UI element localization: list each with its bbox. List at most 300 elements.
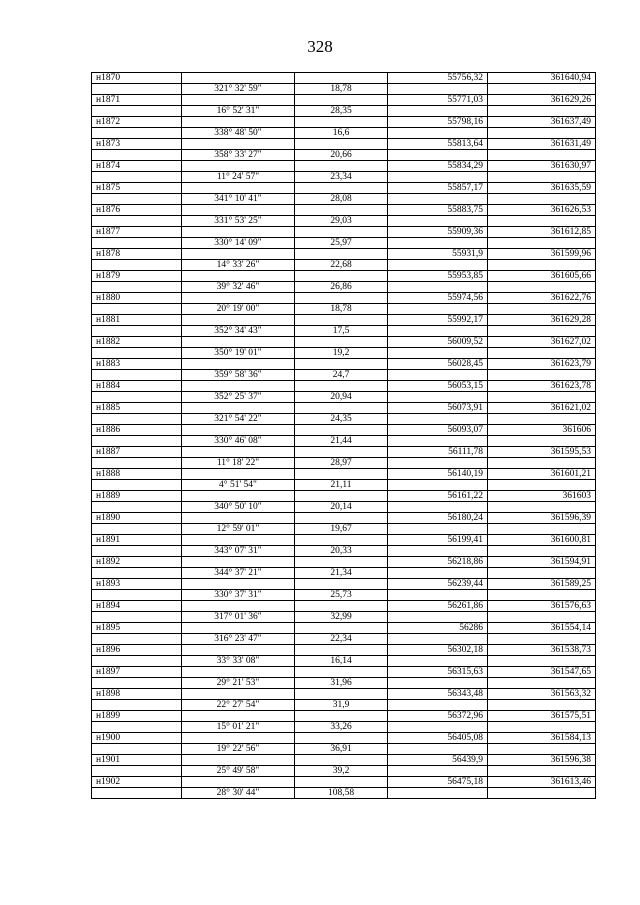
distance-cell-empty bbox=[295, 117, 388, 128]
point-name: н1889 bbox=[92, 491, 182, 502]
point-name-empty bbox=[92, 150, 182, 161]
coordinate-y-empty bbox=[488, 458, 596, 469]
segment-length: 39,2 bbox=[295, 766, 388, 777]
point-name-empty bbox=[92, 546, 182, 557]
table-row bbox=[92, 645, 596, 656]
coordinate-x: 55931,9 bbox=[388, 249, 488, 260]
coordinate-x-empty bbox=[388, 634, 488, 645]
angle-cell-empty bbox=[182, 183, 295, 194]
table-row bbox=[92, 777, 596, 788]
table-row bbox=[92, 337, 596, 348]
table-row bbox=[92, 557, 596, 568]
point-name-empty bbox=[92, 590, 182, 601]
coordinate-x-empty bbox=[388, 524, 488, 535]
table-row bbox=[92, 436, 596, 447]
direction-angle: 22° 27' 54" bbox=[182, 700, 295, 711]
angle-cell-empty bbox=[182, 249, 295, 260]
coordinate-y: 361584,13 bbox=[488, 733, 596, 744]
angle-cell-empty bbox=[182, 403, 295, 414]
coordinate-y-empty bbox=[488, 238, 596, 249]
coordinate-x-empty bbox=[388, 436, 488, 447]
coordinate-y-empty bbox=[488, 744, 596, 755]
coordinate-y: 361613,46 bbox=[488, 777, 596, 788]
direction-angle: 317° 01' 36" bbox=[182, 612, 295, 623]
table-row bbox=[92, 392, 596, 403]
coordinate-x-empty bbox=[388, 172, 488, 183]
segment-length: 22,68 bbox=[295, 260, 388, 271]
table-row bbox=[92, 579, 596, 590]
point-name-empty bbox=[92, 436, 182, 447]
coordinate-y-empty bbox=[488, 84, 596, 95]
angle-cell-empty bbox=[182, 117, 295, 128]
coordinate-y: 361629,28 bbox=[488, 315, 596, 326]
angle-cell-empty bbox=[182, 205, 295, 216]
distance-cell-empty bbox=[295, 777, 388, 788]
coordinate-x: 55834,29 bbox=[388, 161, 488, 172]
table-row bbox=[92, 546, 596, 557]
point-name-empty bbox=[92, 348, 182, 359]
coordinate-y: 361603 bbox=[488, 491, 596, 502]
angle-cell-empty bbox=[182, 601, 295, 612]
distance-cell-empty bbox=[295, 623, 388, 634]
coordinate-y-empty bbox=[488, 436, 596, 447]
point-name: н1882 bbox=[92, 337, 182, 348]
coordinate-x-empty bbox=[388, 766, 488, 777]
table-row bbox=[92, 568, 596, 579]
coordinate-y-empty bbox=[488, 216, 596, 227]
point-name: н1899 bbox=[92, 711, 182, 722]
segment-length: 22,34 bbox=[295, 634, 388, 645]
direction-angle: 15° 01' 21" bbox=[182, 722, 295, 733]
coordinate-x: 56239,44 bbox=[388, 579, 488, 590]
coordinate-y-empty bbox=[488, 678, 596, 689]
distance-cell-empty bbox=[295, 381, 388, 392]
distance-cell-empty bbox=[295, 425, 388, 436]
table-row bbox=[92, 172, 596, 183]
segment-length: 20,94 bbox=[295, 392, 388, 403]
segment-length: 21,34 bbox=[295, 568, 388, 579]
coordinate-y: 361554,14 bbox=[488, 623, 596, 634]
coordinate-y: 361596,38 bbox=[488, 755, 596, 766]
point-name: н1898 bbox=[92, 689, 182, 700]
segment-length: 16,14 bbox=[295, 656, 388, 667]
point-name-empty bbox=[92, 458, 182, 469]
angle-cell-empty bbox=[182, 733, 295, 744]
point-name-empty bbox=[92, 238, 182, 249]
distance-cell-empty bbox=[295, 491, 388, 502]
table-row bbox=[92, 227, 596, 238]
direction-angle: 358° 33' 27" bbox=[182, 150, 295, 161]
coordinate-x: 55813,64 bbox=[388, 139, 488, 150]
angle-cell-empty bbox=[182, 293, 295, 304]
table-row bbox=[92, 634, 596, 645]
angle-cell-empty bbox=[182, 755, 295, 766]
coordinate-x: 56372,96 bbox=[388, 711, 488, 722]
segment-length: 31,96 bbox=[295, 678, 388, 689]
point-name: н1892 bbox=[92, 557, 182, 568]
coordinate-y-empty bbox=[488, 568, 596, 579]
coordinate-y-empty bbox=[488, 106, 596, 117]
distance-cell-empty bbox=[295, 139, 388, 150]
distance-cell-empty bbox=[295, 447, 388, 458]
coordinate-x-empty bbox=[388, 128, 488, 139]
table-row bbox=[92, 238, 596, 249]
segment-length: 32,99 bbox=[295, 612, 388, 623]
coordinate-y-empty bbox=[488, 788, 596, 799]
coordinate-y: 361612,85 bbox=[488, 227, 596, 238]
direction-angle: 29° 21' 53" bbox=[182, 678, 295, 689]
coordinate-x: 56261,86 bbox=[388, 601, 488, 612]
coordinate-x: 56302,18 bbox=[388, 645, 488, 656]
coordinate-x: 56218,86 bbox=[388, 557, 488, 568]
coordinate-y-empty bbox=[488, 326, 596, 337]
coordinate-x-empty bbox=[388, 282, 488, 293]
point-name: н1888 bbox=[92, 469, 182, 480]
point-name-empty bbox=[92, 370, 182, 381]
distance-cell-empty bbox=[295, 601, 388, 612]
table-row bbox=[92, 491, 596, 502]
point-name-empty bbox=[92, 216, 182, 227]
coordinate-x: 56053,15 bbox=[388, 381, 488, 392]
table-row bbox=[92, 84, 596, 95]
point-name-empty bbox=[92, 260, 182, 271]
table-row bbox=[92, 260, 596, 271]
segment-length: 28,97 bbox=[295, 458, 388, 469]
angle-cell-empty bbox=[182, 711, 295, 722]
table-row bbox=[92, 601, 596, 612]
coordinate-y: 361538,73 bbox=[488, 645, 596, 656]
table-row bbox=[92, 381, 596, 392]
direction-angle: 16° 52' 31" bbox=[182, 106, 295, 117]
coordinate-x: 56405,08 bbox=[388, 733, 488, 744]
table-row bbox=[92, 766, 596, 777]
segment-length: 28,35 bbox=[295, 106, 388, 117]
coordinate-x-empty bbox=[388, 502, 488, 513]
table-row bbox=[92, 788, 596, 799]
direction-angle: 343° 07' 31" bbox=[182, 546, 295, 557]
segment-length: 28,08 bbox=[295, 194, 388, 205]
table-row bbox=[92, 139, 596, 150]
point-name: н1890 bbox=[92, 513, 182, 524]
point-name: н1887 bbox=[92, 447, 182, 458]
table-row bbox=[92, 249, 596, 260]
segment-length: 18,78 bbox=[295, 304, 388, 315]
point-name: н1894 bbox=[92, 601, 182, 612]
distance-cell-empty bbox=[295, 315, 388, 326]
coordinate-y: 361605,66 bbox=[488, 271, 596, 282]
table-row bbox=[92, 425, 596, 436]
coordinate-y-empty bbox=[488, 722, 596, 733]
table-row bbox=[92, 183, 596, 194]
table-row bbox=[92, 667, 596, 678]
coordinate-y: 361631,49 bbox=[488, 139, 596, 150]
coordinate-y: 361629,26 bbox=[488, 95, 596, 106]
distance-cell-empty bbox=[295, 95, 388, 106]
coordinate-y-empty bbox=[488, 656, 596, 667]
table-row bbox=[92, 755, 596, 766]
point-name: н1879 bbox=[92, 271, 182, 282]
table-row bbox=[92, 502, 596, 513]
point-name-empty bbox=[92, 568, 182, 579]
coordinate-x: 56343,48 bbox=[388, 689, 488, 700]
point-name-empty bbox=[92, 128, 182, 139]
angle-cell-empty bbox=[182, 513, 295, 524]
coordinate-x-empty bbox=[388, 788, 488, 799]
table-row bbox=[92, 623, 596, 634]
coordinate-y: 361563,32 bbox=[488, 689, 596, 700]
coordinate-x-empty bbox=[388, 106, 488, 117]
coordinate-x-empty bbox=[388, 216, 488, 227]
distance-cell-empty bbox=[295, 337, 388, 348]
coordinate-y-empty bbox=[488, 304, 596, 315]
coordinate-y: 361637,49 bbox=[488, 117, 596, 128]
coordinate-y-empty bbox=[488, 612, 596, 623]
coordinate-y-empty bbox=[488, 414, 596, 425]
direction-angle: 321° 54' 22" bbox=[182, 414, 295, 425]
segment-length: 26,86 bbox=[295, 282, 388, 293]
angle-cell-empty bbox=[182, 667, 295, 678]
coordinate-y: 361594,91 bbox=[488, 557, 596, 568]
direction-angle: 20° 19' 00" bbox=[182, 304, 295, 315]
point-name: н1880 bbox=[92, 293, 182, 304]
table-row bbox=[92, 205, 596, 216]
coordinate-x-empty bbox=[388, 722, 488, 733]
coordinate-x-empty bbox=[388, 84, 488, 95]
coordinate-y-empty bbox=[488, 502, 596, 513]
coordinate-y-empty bbox=[488, 546, 596, 557]
table-row bbox=[92, 293, 596, 304]
angle-cell-empty bbox=[182, 557, 295, 568]
table-row bbox=[92, 348, 596, 359]
coordinate-y-empty bbox=[488, 524, 596, 535]
distance-cell-empty bbox=[295, 755, 388, 766]
point-name: н1895 bbox=[92, 623, 182, 634]
coordinate-x-empty bbox=[388, 612, 488, 623]
direction-angle: 28° 30' 44" bbox=[182, 788, 295, 799]
angle-cell-empty bbox=[182, 425, 295, 436]
distance-cell-empty bbox=[295, 161, 388, 172]
table-row bbox=[92, 700, 596, 711]
segment-length: 25,97 bbox=[295, 238, 388, 249]
point-name-empty bbox=[92, 722, 182, 733]
distance-cell-empty bbox=[295, 293, 388, 304]
segment-length: 18,78 bbox=[295, 84, 388, 95]
coordinate-x: 56475,18 bbox=[388, 777, 488, 788]
point-name-empty bbox=[92, 480, 182, 491]
distance-cell-empty bbox=[295, 403, 388, 414]
distance-cell-empty bbox=[295, 469, 388, 480]
table-row bbox=[92, 513, 596, 524]
direction-angle: 321° 32' 59" bbox=[182, 84, 295, 95]
angle-cell-empty bbox=[182, 469, 295, 480]
table-row bbox=[92, 304, 596, 315]
point-name: н1871 bbox=[92, 95, 182, 106]
table-row bbox=[92, 194, 596, 205]
coordinate-y: 361640,94 bbox=[488, 73, 596, 84]
table-row bbox=[92, 458, 596, 469]
distance-cell-empty bbox=[295, 205, 388, 216]
table-row bbox=[92, 414, 596, 425]
segment-length: 108,58 bbox=[295, 788, 388, 799]
distance-cell-empty bbox=[295, 183, 388, 194]
table-row bbox=[92, 711, 596, 722]
point-name-empty bbox=[92, 700, 182, 711]
point-name-empty bbox=[92, 194, 182, 205]
coordinate-x: 55953,85 bbox=[388, 271, 488, 282]
table-row bbox=[92, 722, 596, 733]
angle-cell-empty bbox=[182, 95, 295, 106]
table-row bbox=[92, 282, 596, 293]
angle-cell-empty bbox=[182, 491, 295, 502]
segment-length: 24,7 bbox=[295, 370, 388, 381]
point-name-empty bbox=[92, 678, 182, 689]
table-row bbox=[92, 216, 596, 227]
distance-cell-empty bbox=[295, 271, 388, 282]
distance-cell-empty bbox=[295, 249, 388, 260]
point-name-empty bbox=[92, 282, 182, 293]
table-row bbox=[92, 612, 596, 623]
table-row bbox=[92, 524, 596, 535]
coordinate-y: 361626,53 bbox=[488, 205, 596, 216]
direction-angle: 359° 58' 36" bbox=[182, 370, 295, 381]
angle-cell-empty bbox=[182, 359, 295, 370]
coordinate-x-empty bbox=[388, 568, 488, 579]
angle-cell-empty bbox=[182, 447, 295, 458]
point-name: н1878 bbox=[92, 249, 182, 260]
point-name: н1901 bbox=[92, 755, 182, 766]
angle-cell-empty bbox=[182, 579, 295, 590]
table-row bbox=[92, 744, 596, 755]
coordinate-x-empty bbox=[388, 348, 488, 359]
table-row bbox=[92, 95, 596, 106]
direction-angle: 316° 23' 47" bbox=[182, 634, 295, 645]
coordinate-y: 361630,97 bbox=[488, 161, 596, 172]
point-name-empty bbox=[92, 84, 182, 95]
coordinate-y-empty bbox=[488, 172, 596, 183]
point-name: н1893 bbox=[92, 579, 182, 590]
coordinate-y-empty bbox=[488, 370, 596, 381]
point-name-empty bbox=[92, 502, 182, 513]
point-name: н1896 bbox=[92, 645, 182, 656]
coordinate-x: 56180,24 bbox=[388, 513, 488, 524]
coordinate-x: 56073,91 bbox=[388, 403, 488, 414]
coordinate-y-empty bbox=[488, 150, 596, 161]
segment-length: 21,44 bbox=[295, 436, 388, 447]
point-name: н1897 bbox=[92, 667, 182, 678]
coordinate-x: 56093,07 bbox=[388, 425, 488, 436]
coordinate-y: 361601,21 bbox=[488, 469, 596, 480]
coordinate-y: 361589,25 bbox=[488, 579, 596, 590]
point-name: н1885 bbox=[92, 403, 182, 414]
table-row bbox=[92, 161, 596, 172]
table-row bbox=[92, 271, 596, 282]
coordinate-y: 361599,96 bbox=[488, 249, 596, 260]
table-row bbox=[92, 326, 596, 337]
angle-cell-empty bbox=[182, 315, 295, 326]
segment-length: 25,73 bbox=[295, 590, 388, 601]
angle-cell-empty bbox=[182, 227, 295, 238]
table-row bbox=[92, 689, 596, 700]
coordinate-y-empty bbox=[488, 392, 596, 403]
coordinate-x: 56199,41 bbox=[388, 535, 488, 546]
distance-cell-empty bbox=[295, 73, 388, 84]
coordinate-x-empty bbox=[388, 546, 488, 557]
coordinate-y: 361635,59 bbox=[488, 183, 596, 194]
coordinate-x: 55974,56 bbox=[388, 293, 488, 304]
segment-length: 29,03 bbox=[295, 216, 388, 227]
coordinate-x-empty bbox=[388, 590, 488, 601]
coordinate-x: 56028,45 bbox=[388, 359, 488, 370]
table-row bbox=[92, 447, 596, 458]
point-name-empty bbox=[92, 106, 182, 117]
angle-cell-empty bbox=[182, 645, 295, 656]
direction-angle: 344° 37' 21" bbox=[182, 568, 295, 579]
point-name-empty bbox=[92, 612, 182, 623]
segment-length: 20,14 bbox=[295, 502, 388, 513]
point-name: н1872 bbox=[92, 117, 182, 128]
table-row bbox=[92, 469, 596, 480]
point-name: н1873 bbox=[92, 139, 182, 150]
coordinate-y-empty bbox=[488, 590, 596, 601]
angle-cell-empty bbox=[182, 139, 295, 150]
direction-angle: 350° 19' 01" bbox=[182, 348, 295, 359]
segment-length: 16,6 bbox=[295, 128, 388, 139]
direction-angle: 340° 50' 10" bbox=[182, 502, 295, 513]
coordinate-x: 56111,78 bbox=[388, 447, 488, 458]
point-name-empty bbox=[92, 304, 182, 315]
coordinate-x-empty bbox=[388, 700, 488, 711]
distance-cell-empty bbox=[295, 227, 388, 238]
direction-angle: 352° 25' 37" bbox=[182, 392, 295, 403]
direction-angle: 338° 48' 50" bbox=[182, 128, 295, 139]
coordinate-y: 361576,63 bbox=[488, 601, 596, 612]
coordinate-y: 361623,78 bbox=[488, 381, 596, 392]
coordinate-x-empty bbox=[388, 678, 488, 689]
coordinate-x: 56439,9 bbox=[388, 755, 488, 766]
coordinate-x-empty bbox=[388, 304, 488, 315]
coordinate-y-empty bbox=[488, 194, 596, 205]
table-row bbox=[92, 315, 596, 326]
point-name: н1884 bbox=[92, 381, 182, 392]
point-name-empty bbox=[92, 766, 182, 777]
coordinate-y: 361596,39 bbox=[488, 513, 596, 524]
table-row bbox=[92, 656, 596, 667]
point-name-empty bbox=[92, 788, 182, 799]
direction-angle: 39° 32' 46" bbox=[182, 282, 295, 293]
point-name: н1881 bbox=[92, 315, 182, 326]
direction-angle: 12° 59' 01" bbox=[182, 524, 295, 535]
table-row bbox=[92, 150, 596, 161]
coordinate-x: 55992,17 bbox=[388, 315, 488, 326]
coordinate-x-empty bbox=[388, 414, 488, 425]
direction-angle: 331° 53' 25" bbox=[182, 216, 295, 227]
point-name-empty bbox=[92, 524, 182, 535]
angle-cell-empty bbox=[182, 535, 295, 546]
angle-cell-empty bbox=[182, 337, 295, 348]
coordinate-y: 361622,76 bbox=[488, 293, 596, 304]
angle-cell-empty bbox=[182, 381, 295, 392]
table-row bbox=[92, 535, 596, 546]
segment-length: 20,33 bbox=[295, 546, 388, 557]
coordinate-y-empty bbox=[488, 766, 596, 777]
point-name: н1875 bbox=[92, 183, 182, 194]
distance-cell-empty bbox=[295, 579, 388, 590]
point-name: н1876 bbox=[92, 205, 182, 216]
point-name: н1874 bbox=[92, 161, 182, 172]
coordinate-x: 56315,63 bbox=[388, 667, 488, 678]
table-row bbox=[92, 370, 596, 381]
angle-cell-empty bbox=[182, 689, 295, 700]
